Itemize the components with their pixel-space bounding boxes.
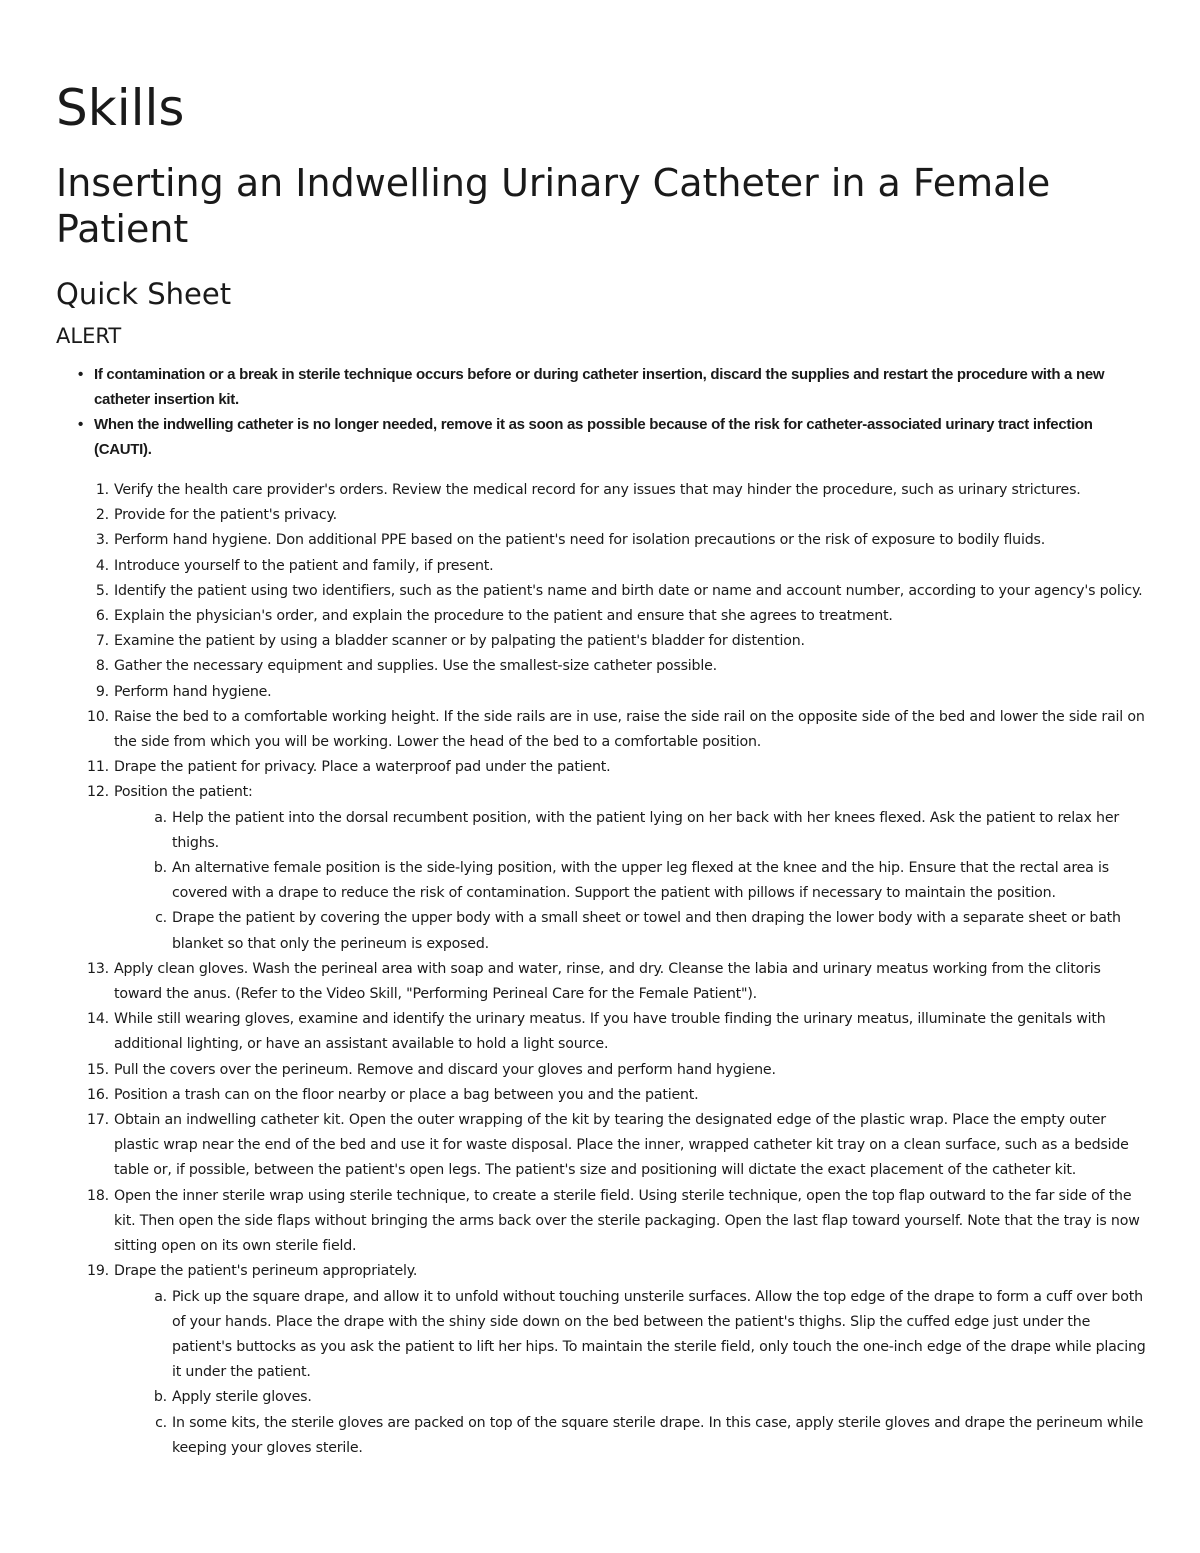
step-number: 8. [95,658,109,675]
step-number: 14. [87,1011,109,1028]
sub-step [114,1385,1148,1410]
alert-text: When the indwelling catheter is no longer needed, remove it as soon as possible because of the risk for catheter-associated urinary tract infection (CAUTI). [94,416,1093,458]
procedure-step [56,528,1148,553]
skill-title: Inserting an Indwelling Urinary Catheter in a Female Patient [56,161,1051,251]
sub-step-text: Pick up the square drape, and allow it to unfold without touching unsterile surfaces. Allow the top edge of the drape to form a cuff over both of your hands. Place the drape with the shiny side down on the bed between the patient's thighs. Slip the cuffed edge just under the patient's buttocks as you ask the patient to lift her hips. To maintain the sterile field, only touch the one-inch edge of the drape while placing it under the patient. [172,1288,1146,1381]
step-text: Gather the necessary equipment and supplies. Use the smallest-size catheter possible. [114,658,717,675]
alert-item [78,362,1148,412]
step-number: 16. [87,1086,109,1103]
step-number: 6. [95,608,109,625]
step-text: Provide for the patient's privacy. [114,507,337,524]
step-number: 5. [95,582,109,599]
procedure-step [56,478,1148,503]
procedure-step [56,654,1148,679]
step-text: Identify the patient using two identifiers, such as the patient's name and birth date or name and account number, according to your agency's policy. [114,582,1143,599]
step-body [114,705,1148,755]
step-body [114,1184,1148,1260]
step-body [114,503,1148,528]
step-body [114,755,1148,780]
procedure-step [56,1259,1148,1461]
step-body [114,579,1148,604]
step-text: Obtain an indwelling catheter kit. Open the outer wrapping of the kit by tearing the designated edge of the plastic wrap. Place the empty outer plastic wrap near the end of the bed and use it for waste disposal. Place the inner, wrapped catheter kit tray on a clean surface, such as a bedside table or, if possible, between the patient's open legs. The patient's size and positioning will dictate the exact placement of the catheter kit. [114,1112,1129,1179]
procedure-step [56,1058,1148,1083]
step-text: Verify the health care provider's orders. Review the medical record for any issues that may hinder the procedure, such as urinary strictures. [114,482,1081,498]
step-text: Position the patient: [114,784,253,801]
sub-step-letter: a. [154,809,167,826]
bullet-icon: • [78,416,83,433]
section-title: Quick Sheet [56,277,232,311]
step-text: Position a trash can on the floor nearby or place a bag between you and the patient. [114,1086,699,1103]
step-body [114,780,1148,956]
step-number: 17. [87,1112,109,1129]
sub-step [114,1285,1148,1386]
procedure-step [56,503,1148,528]
procedure-step [56,680,1148,705]
step-body [114,604,1148,629]
step-text: Perform hand hygiene. [114,683,272,700]
sub-step-text: Help the patient into the dorsal recumbent position, with the patient lying on her back with her knees flexed. Ask the patient to relax her thighs. [172,809,1119,851]
procedure-step [56,957,1148,1007]
sub-step-list [114,1285,1148,1461]
procedure-step [56,604,1148,629]
procedure-step [56,629,1148,654]
sub-step-list [114,806,1148,957]
alert-list [56,362,1148,462]
step-number: 19. [87,1263,109,1280]
alert-item [78,412,1148,462]
step-body [114,554,1148,579]
step-text: Pull the covers over the perineum. Remove and discard your gloves and perform hand hygiene. [114,1061,776,1078]
step-number: 13. [87,960,109,977]
step-body [114,957,1148,1007]
procedure-steps [56,478,1148,1461]
step-body [114,1083,1148,1108]
step-body [114,654,1148,679]
procedure-step [56,1108,1148,1184]
sub-step-letter: b. [153,1389,167,1406]
step-number: 10. [87,708,109,725]
step-text: Drape the patient's perineum appropriately. [114,1263,418,1280]
procedure-step [56,554,1148,579]
sub-step-letter: b. [153,860,167,877]
sub-step [114,906,1148,956]
step-text: Introduce yourself to the patient and family, if present. [114,557,494,574]
step-body [114,1108,1148,1184]
step-number: 7. [95,633,109,650]
sub-step-letter: c. [155,1414,167,1431]
alert-label: ALERT [56,324,122,348]
step-number: 2. [95,507,109,524]
step-body [114,478,1148,503]
step-body [114,528,1148,553]
step-number: 1. [95,482,109,498]
sub-step [114,806,1148,856]
procedure-step [56,780,1148,956]
bullet-icon: • [78,366,83,383]
sub-step-text: An alternative female position is the side-lying position, with the upper leg flexed at the knee and the hip. Ensure that the rectal area is covered with a drape to reduce the risk of contamination. Support the patient with pillows if necessary to maintain the position. [172,860,1109,902]
doc-title: Skills [56,79,185,137]
sub-step-text: Drape the patient by covering the upper body with a small sheet or towel and then draping the lower body with a separate sheet or bath blanket so that only the perineum is exposed. [172,910,1121,952]
step-text: While still wearing gloves, examine and identify the urinary meatus. If you have trouble finding the urinary meatus, illuminate the genitals with additional lighting, or have an assistant available to hold a light source. [114,1011,1106,1053]
step-body [114,1007,1148,1057]
step-body [114,629,1148,654]
step-body [114,680,1148,705]
step-number: 15. [87,1061,109,1078]
procedure-step [56,705,1148,755]
step-text: Examine the patient by using a bladder scanner or by palpating the patient's bladder for distention. [114,633,805,650]
step-body [114,1058,1148,1083]
procedure-step [56,755,1148,780]
sub-step [114,1411,1148,1461]
sub-step-letter: c. [155,910,167,927]
step-text: Open the inner sterile wrap using sterile technique, to create a sterile field. Using sterile technique, open the top flap outward to the far side of the kit. Then open the side flaps without bringing the arms back over the sterile packaging. Open the last flap toward yourself. Note that the tray is now sitting open on its own sterile field. [114,1187,1140,1255]
procedure-step [56,579,1148,604]
procedure-step [56,1007,1148,1057]
step-number: 11. [87,759,109,776]
step-number: 4. [95,557,109,574]
procedure-step [56,1184,1148,1260]
sub-step [114,856,1148,906]
step-text: Raise the bed to a comfortable working height. If the side rails are in use, raise the side rail on the opposite side of the bed and lower the side rail on the side from which you will be working. Lower the head of the bed to a comfortable position. [114,708,1145,751]
sub-step-text: Apply sterile gloves. [172,1389,312,1406]
step-body [114,1259,1148,1461]
step-number: 18. [87,1187,109,1204]
procedure-step [56,1083,1148,1108]
sub-step-letter: a. [154,1288,167,1305]
sub-step-text: In some kits, the sterile gloves are packed on top of the square sterile drape. In this case, apply sterile gloves and drape the perineum while keeping your gloves sterile. [172,1414,1144,1456]
step-text: Explain the physician's order, and explain the procedure to the patient and ensure that she agrees to treatment. [114,608,893,625]
step-number: 3. [95,532,109,549]
step-text: Drape the patient for privacy. Place a waterproof pad under the patient. [114,759,611,776]
step-number: 9. [95,683,109,700]
step-number: 12. [87,784,109,801]
step-text: Apply clean gloves. Wash the perineal area with soap and water, rinse, and dry. Cleanse the labia and urinary meatus working from the clitoris toward the anus. (Refer to the Video Skill, "Performing Perineal Care for the Female Patient"). [114,960,1101,1003]
step-text: Perform hand hygiene. Don additional PPE based on the patient's need for isolation precautions or the risk of exposure to bodily fluids. [114,532,1046,549]
alert-text: If contamination or a break in sterile technique occurs before or during catheter insertion, discard the supplies and restart the procedure with a new catheter insertion kit. [94,366,1105,408]
